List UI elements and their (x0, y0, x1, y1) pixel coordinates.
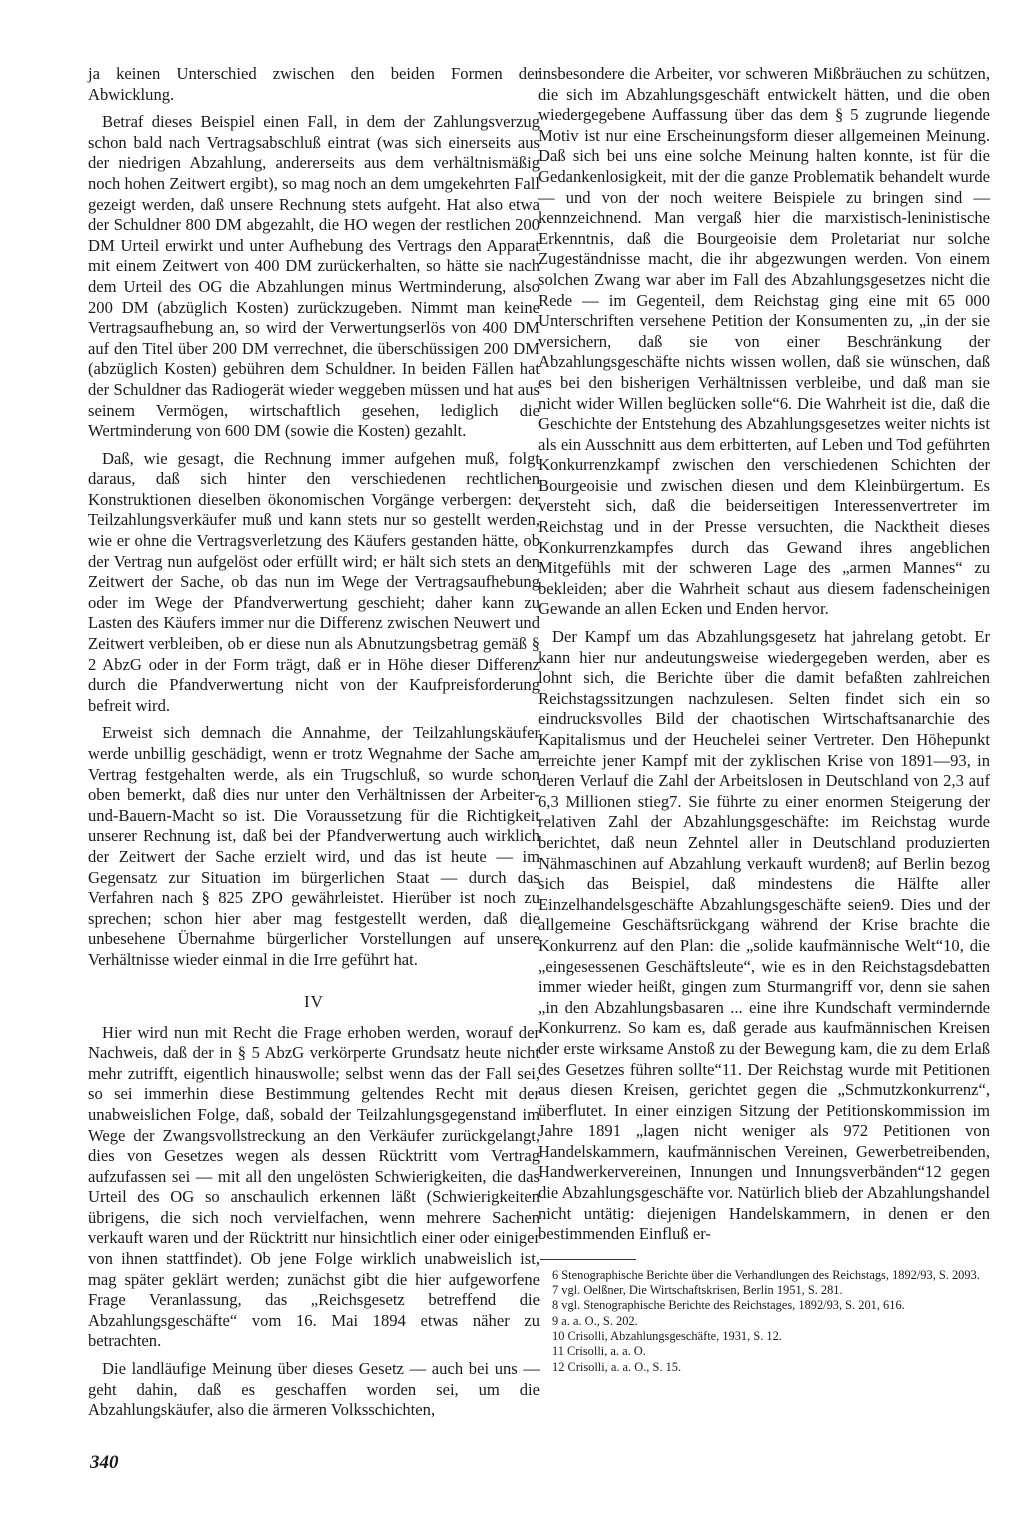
right-column (538, 64, 990, 1375)
section-heading: IV (304, 991, 324, 1011)
paragraph-3: Daß, wie gesagt, die Rechnung immer aufgehen muß, folgt daraus, daß sich hinter den verschiedenen rechtlichen Konstruktionen dieselben ökonomischen Vorgänge verbergen: der Teilzahlungsverkäufer muß und kann stets nur so gestellt werden, wie er ohne die Vertragsverletzung des Käufers gestanden hätte, ob der Vertrag nun aufgelöst oder erfüllt wird; er hält sich stets an den Zeitwert der Sache, ob das nun im Wege der Vertragsaufhebung oder im Wege der Pfandverwertung geschieht; daher kann zu Lasten des Käufers immer nur die Differenz zwischen Neuwert und Zeitwert verbleiben, ob er diese nun als Abnutzungsbetrag gemäß § 2 AbzG oder in der Form trägt, daß er in Höhe dieser Differenz durch die Pfandverwertung nicht von der Kaufpreisforderung befreit wird. (88, 448, 540, 715)
footnote-12: 12 Crisolli, a. a. O., S. 15. (552, 1359, 682, 1374)
left-column (88, 64, 540, 1428)
footnote-6: 6 Stenographische Berichte über die Verhandlungen des Reichstags, 1892/93, S. 2093. (552, 1267, 980, 1282)
footnote-divider (540, 1259, 636, 1260)
footnote-11: 11 Crisolli, a. a. O. (552, 1344, 646, 1359)
paragraph-5: Hier wird nun mit Recht die Frage erhoben werden, worauf der Nachweis, daß der in § 5 AbzG verkörperte Grundsatz heute nicht mehr zutrifft, eigentlich hinauswolle; selbst wenn das der Fall sei, so sei immerhin diese Bestimmung geltendes Recht mit der unabweislichen Folge, daß, sobald der Teilzahlungsgegenstand im Wege der Zwangsvollstreckung an den Verkäufer zurückgelangt, dies von Gesetzes wegen als dessen Rücktritt vom Vertrag aufzufassen sei — mit all den ungelösten Schwierigkeiten, die das Urteil des OG so anschaulich erkennen läßt (Schwierigkeiten übrigens, die sich noch vervielfachen, wenn mehrere Sachen verkauft waren und der Rücktritt nur hinsichtlich einer oder einiger von ihnen stattfindet). Ob jene Folge wirklich unabweislich ist, mag später geklärt werden; zunächst gibt die hier aufgeworfene Frage Veranlassung, das „Reichsgesetz betreffend die Abzahlungsgeschäfte“ vom 16. Mai 1894 etwas näher zu betrachten. (88, 1022, 540, 1351)
footnotes (538, 1268, 990, 1375)
footnote-8: 8 vgl. Stenographische Berichte des Reichstages, 1892/93, S. 201, 616. (552, 1298, 905, 1313)
page-number: 340 (90, 1452, 119, 1473)
footnote-7: 7 vgl. Oelßner, Die Wirtschaftskrisen, Berlin 1951, S. 281. (552, 1283, 843, 1298)
footnote-9: 9 a. a. O., S. 202. (552, 1313, 638, 1328)
paragraph-6: Die landläufige Meinung über dieses Gesetz — auch bei uns — geht dahin, daß es geschaffen worden sei, um die Abzahlungskäufer, also die ärmeren Volksschichten, (88, 1359, 540, 1420)
paragraph-7: insbesondere die Arbeiter, vor schweren Mißbräuchen zu schützen, die sich im Abzahlungsgeschäft entwickelt hätten, und die oben wiedergegebene Auffassung über das dem § 5 zugrunde liegende Motiv ist nur eine Erscheinungsform dieser allgemeinen Meinung. Daß sich bei uns eine solche Meinung halten konnte, ist für die Gedankenlosigkeit, mit der die ganze Problematik behandelt wurde — und von der noch weitere Beispiele zu bringen sind — kennzeichnend. Man vergaß hier die marxistisch-leninistische Erkenntnis, daß die Bourgeoisie dem Proletariat nur solche Zugeständnisse macht, die ihr abgezwungen werden. Von einem solchen Zwang war aber im Fall des Abzahlungsgesetzes nicht die Rede — im Gegenteil, dem Reichstag ging eine mit 65 000 Unterschriften versehene Petition der Konsumenten zu, „in der sie versichern, daß sie von einer Beschränkung der Abzahlungsgeschäfte nichts wissen wollen, daß sie wünschen, daß es bei den bisherigen Verhältnissen verbleibe, und daß man sie nicht wider Willen beglücken solle“6. Die Wahrheit ist die, daß die Geschichte der Entstehung des Abzahlungsgesetzes weiter nichts ist als ein Ausschnitt aus dem erbitterten, auf Leben und Tod geführten Konkurrenzkampf zwischen den verschiedenen Schichten der Bourgeoisie und zwischen diesen und dem Kleinbürgertum. Es versteht sich, daß die beiderseitigen Interessenvertreter im Reichstag und in der Presse versuchten, die Nacktheit dieses Konkurrenzkampfes durch das Gewand ihres angeblichen Mitgefühls mit der schweren Lage des „armen Mannes“ zu bekleiden; aber die Wahrheit schaut aus diesem fadenscheinigen Gewande an allen Ecken und Enden hervor. (538, 64, 990, 619)
footnote-10: 10 Crisolli, Abzahlungsgeschäfte, 1931, S. 12. (552, 1329, 782, 1344)
paragraph-8: Der Kampf um das Abzahlungsgesetz hat jahrelang getobt. Er kann hier nur andeutungsweise wiedergegeben werden, aber es lohnt sich, die Berichte über die damit befaßten zahlreichen Reichstagssitzungen nachzulesen. Selten findet sich ein so eindrucksvolles Bild der chaotischen Wirtschaftsanarchie des Kapitalismus und der Heuchelei seiner Vertreter. Den Höhepunkt erreichte jener Kampf mit der zyklischen Krise von 1891—93, in deren Verlauf die Zahl der Arbeitslosen in Deutschland von 2,3 auf 6,3 Millionen stieg7. Sie führte zu einer enormen Steigerung der relativen Zahl der Abzahlungsgeschäfte: im Reichstag wurde berichtet, daß neun Zehntel aller in Deutschland produzierten Nähmaschinen auf Abzahlung verkauft wurden8; auf Berlin bezog sich das Beispiel, daß mindestens die Hälfte aller Einzelhandelsgeschäfte Abzahlungsgeschäfte seien9. Dies und der allgemeine Geschäftsrückgang während der Krise brachte die Konkurrenz auf den Plan: die „solide kaufmännische Welt“10, die „eingesessenen Geschäftsleute“, wie es in den Reichstagsdebatten immer wieder heißt, gingen zum Sturmangriff vor, denn sie sahen „in den Abzahlungsbasaren ... eine ihre Kundschaft vermindernde Konkurrenz. So kam es, daß gerade aus kaufmännischen Kreisen der erste wirksame Anstoß zu der Bewegung kam, die zu dem Erlaß des Gesetzes führen sollte“11. Der Reichstag wurde mit Petitionen aus diesen Kreisen, gerichtet gegen die „Schmutzkonkurrenz“, überflutet. In einer einzigen Sitzung der Petitionskommission im Jahre 1891 „lagen nicht weniger als 972 Petitionen von Handelskammern, kaufmännischen Vereinen, Gewerbetreibenden, Handwerkervereinen, Innungen und Innungsverbänden“12 gegen die Abzahlungsgeschäfte vor. Natürlich blieb der Abzahlungshandel nicht untätig: diejenigen Handelskammern, in denen er den bestimmenden Einfluß er- (538, 627, 990, 1244)
paragraph-1: ja keinen Unterschied zwischen den beiden Formen der Abwicklung. (88, 64, 540, 104)
paragraph-2: Betraf dieses Beispiel einen Fall, in dem der Zahlungsverzug schon bald nach Vertragsabschluß eintrat (was sich einerseits aus der niedrigen Abzahlung, andererseits aus dem verhältnismäßig noch hohen Zeitwert ergibt), so mag noch an dem umgekehrten Fall gezeigt werden, daß unsere Rechnung stets aufgeht. Hat also etwa der Schuldner 800 DM abgezahlt, die HO wegen der restlichen 200 DM Urteil erwirkt und unter Aufhebung des Vertrags den Apparat mit einem Zeitwert von 400 DM zurückerhalten, so hätte sie nach dem Urteil des OG die Abzahlungen minus Wertminderung, also 200 DM (abzüglich Kosten) zurückzugeben. Nimmt man keine Vertragsaufhebung an, so wird der Verwertungserlös von 400 DM auf den Titel über 200 DM verrechnet, die überschüssigen 200 DM (abzüglich Kosten) gebühren dem Schuldner. In beiden Fällen hat der Schuldner das Radiogerät wieder weggeben müssen und hat aus seinem Vermögen, wirtschaftlich gesehen, lediglich die Wertminderung von 600 DM (sowie die Kosten) gezahlt. (88, 112, 540, 441)
paragraph-4: Erweist sich demnach die Annahme, der Teilzahlungskäufer werde unbillig geschädigt, wenn er trotz Wegnahme der Sache am Vertrag festgehalten werde, als ein Trugschluß, so wurde schon oben bemerkt, daß dies nur unter den Verhältnissen der Arbeiter-und-Bauern-Macht so ist. Die Voraussetzung für die Richtigkeit unserer Rechnung ist, daß bei der Pfandverwertung auch wirklich der Zeitwert der Sache erzielt wird, und das ist heute — im Gegensatz zur Situation im bürgerlichen Staat — durch das Verfahren nach § 825 ZPO gewährleistet. Hierüber ist noch zu sprechen; schon hier aber mag festgestellt werden, daß die unbesehene Übernahme bürgerlicher Vorstellungen auf unsere Verhältnisse wieder einmal in die Irre geführt hat. (88, 723, 540, 969)
